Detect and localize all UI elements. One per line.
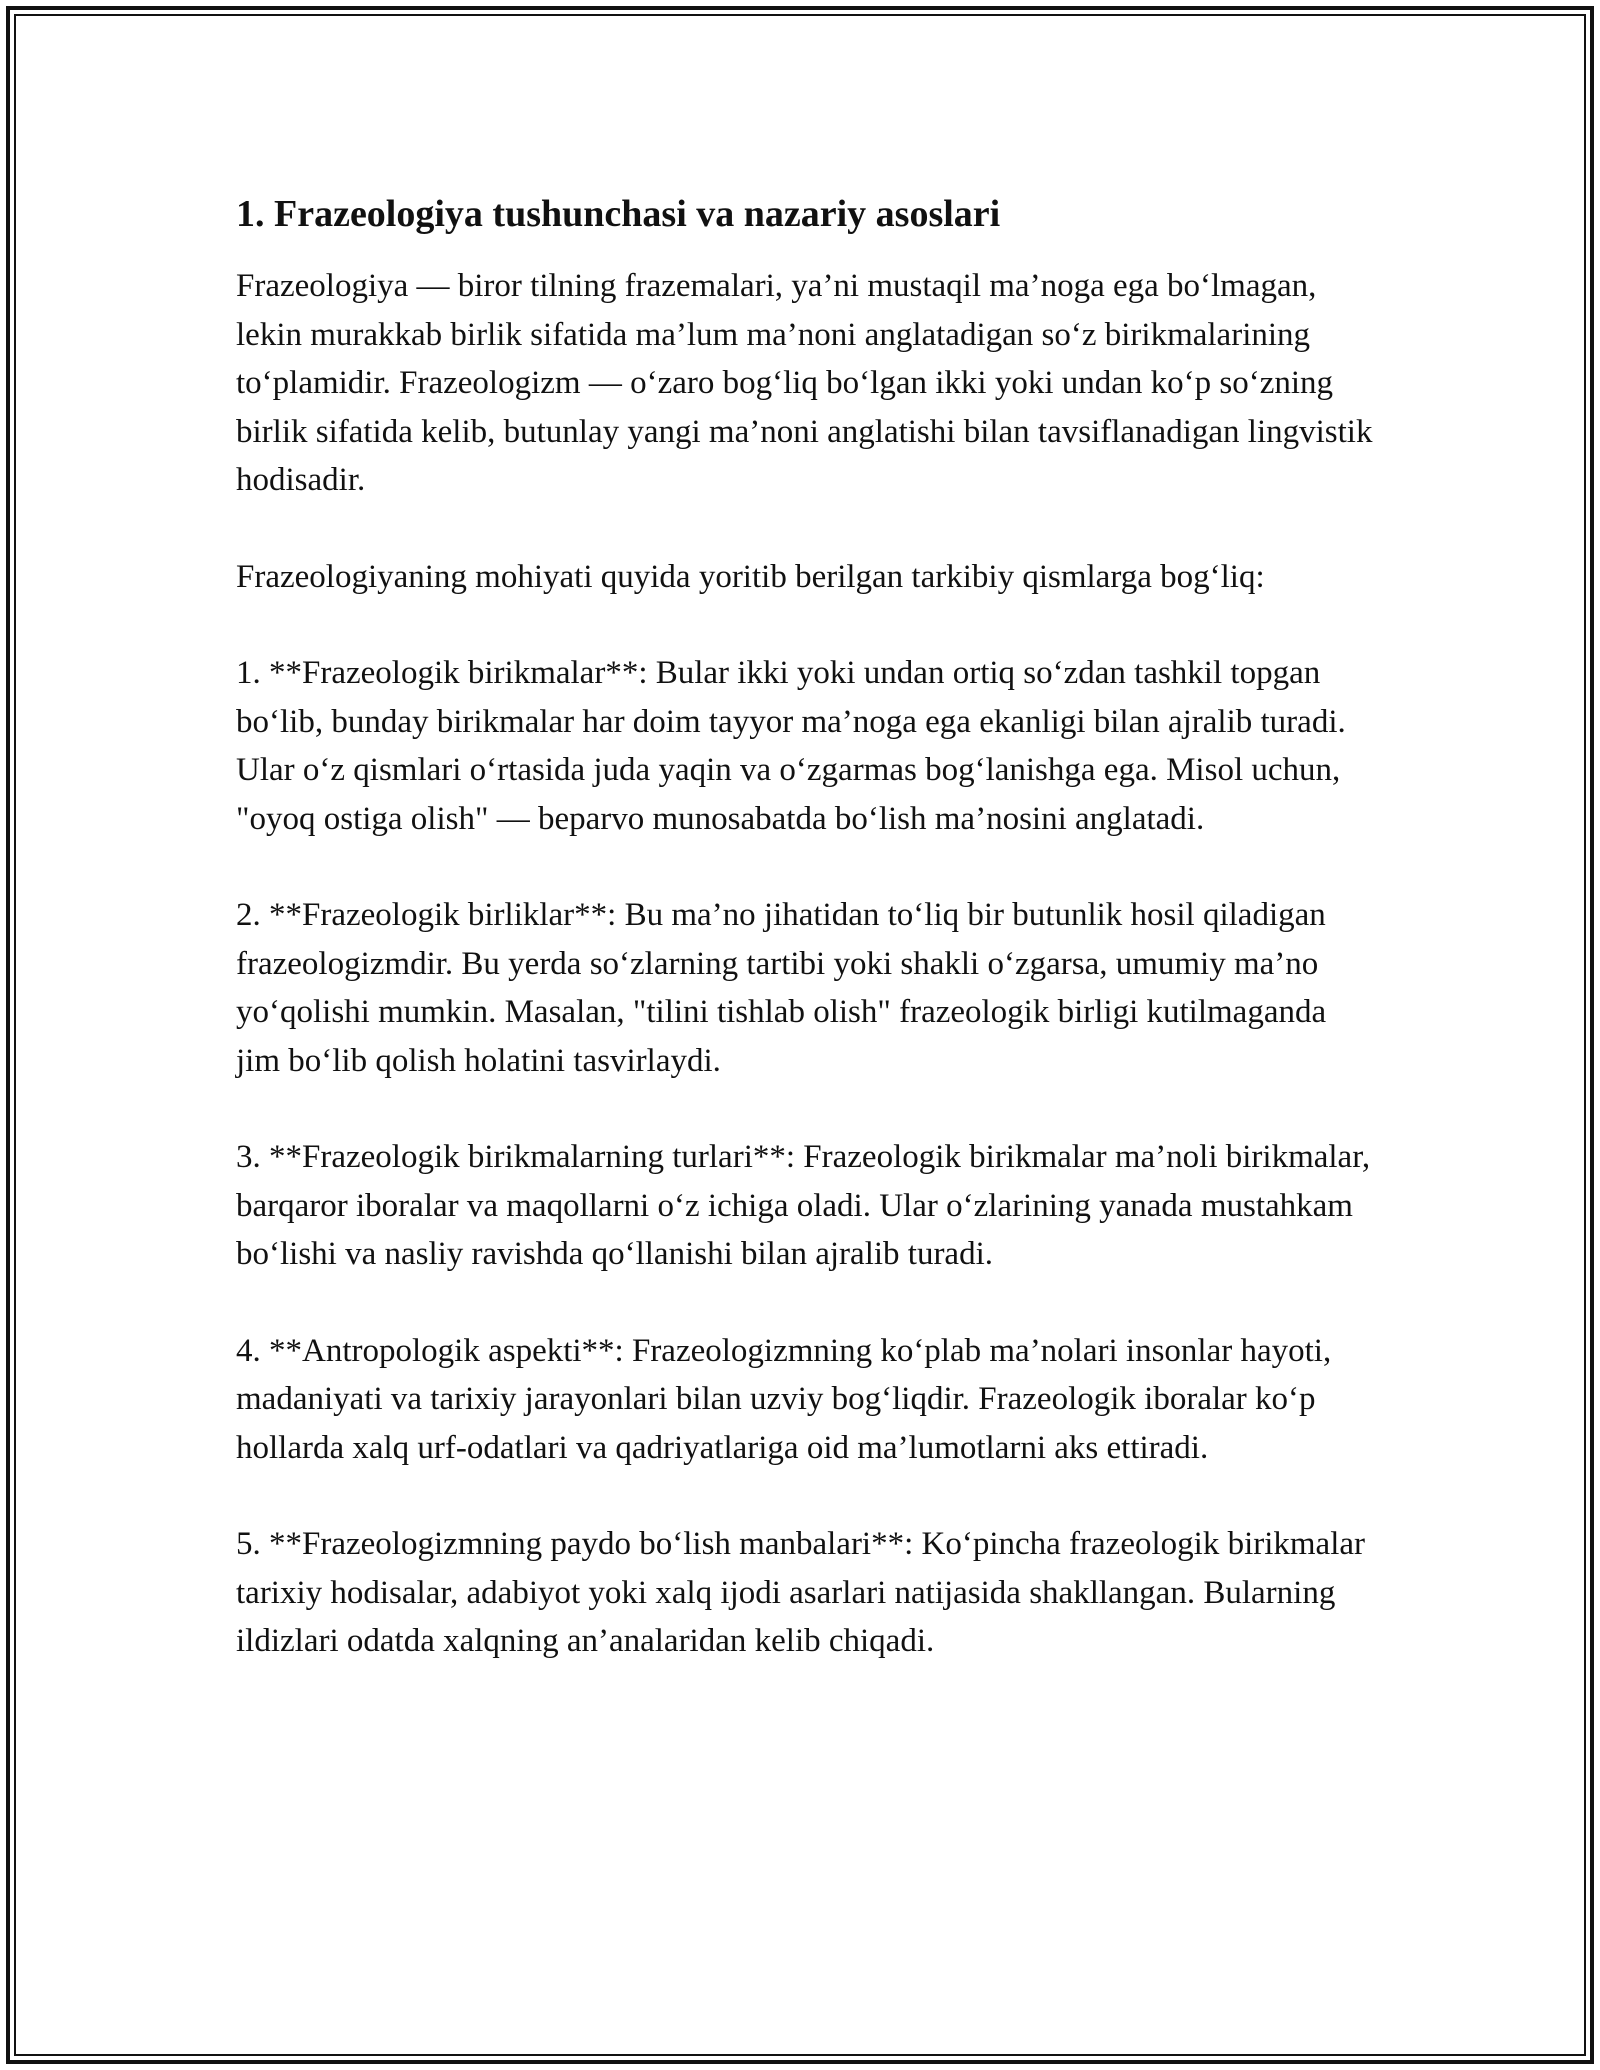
- paragraph-item-4: 4. **Antropologik aspekti**: Frazeologizmning ko‘plab ma’nolari insonlar hayoti, madaniyati va tarixiy jarayonlari bilan uzviy bog‘liqdir. Frazeologik iboralar ko‘p hollarda xalq urf-odatlari va qadriyatlariga oid ma’lumotlarni aks ettiradi.: [236, 1332, 1332, 1466]
- paragraph-definition: Frazeologiya — biror tilning frazemalari, ya’ni mustaqil ma’noga ega bo‘lmagan, lekin murakkab birlik sifatida ma’lum ma’noni anglatadigan so‘z birikmalarining to‘plamidir. Frazeologizm — o‘zaro bog‘liq bo‘lgan ikki yoki undan ko‘p so‘zning birlik sifatida kelib, butunlay yangi ma’noni anglatishi bilan tavsiflanadigan lingvistik hodisadir.: [236, 268, 1373, 498]
- paragraph-item-3: 3. **Frazeologik birikmalarning turlari**: Frazeologik birikmalar ma’noli birikmalar, barqaror iboralar va maqollarni o‘z ichiga oladi. Ular o‘zlarining yanada mustahkam bo‘lishi va nasliy ravishda qo‘llanishi bilan ajralib turadi.: [236, 1139, 1371, 1272]
- paragraph-item-1: 1. **Frazeologik birikmalar**: Bular ikki yoki undan ortiq so‘zdan tashkil topgan bo‘lib, bunday birikmalar har doim tayyor ma’noga ega ekanligi bilan ajralib turadi. Ular o‘z qismlari o‘rtasida juda yaqin va o‘zgarmas bog‘lanishga ega. Misol uchun, "oyoq ostiga olish" — beparvo munosabatda bo‘lish ma’nosini anglatadi.: [236, 655, 1346, 837]
- section-heading: 1. Frazeologiya tushunchasi va nazariy asoslari: [236, 193, 1001, 235]
- paragraph-item-5: 5. **Frazeologizmning paydo bo‘lish manbalari**: Ko‘pincha frazeologik birikmalar tarixiy hodisalar, adabiyot yoki xalq ijodi asarlari natijasida shakllangan. Bularning ildizlari odatda xalqning an’analaridan kelib chiqadi.: [236, 1526, 1366, 1659]
- paragraph-intro: Frazeologiyaning mohiyati quyida yoritib berilgan tarkibiy qismlarga bog‘liq:: [236, 558, 1265, 595]
- paragraph-item-2: 2. **Frazeologik birliklar**: Bu ma’no jihatidan to‘liq bir butunlik hosil qiladigan frazeologizmdir. Bu yerda so‘zlarning tartibi yoki shakli o‘zgarsa, umumiy ma’no yo‘qolishi mumkin. Masalan, "tilini tishlab olish" frazeologik birligi kutilmaganda jim bo‘lib qolish holatini tasvirlaydi.: [236, 897, 1327, 1079]
- document-body: [236, 188, 1376, 1666]
